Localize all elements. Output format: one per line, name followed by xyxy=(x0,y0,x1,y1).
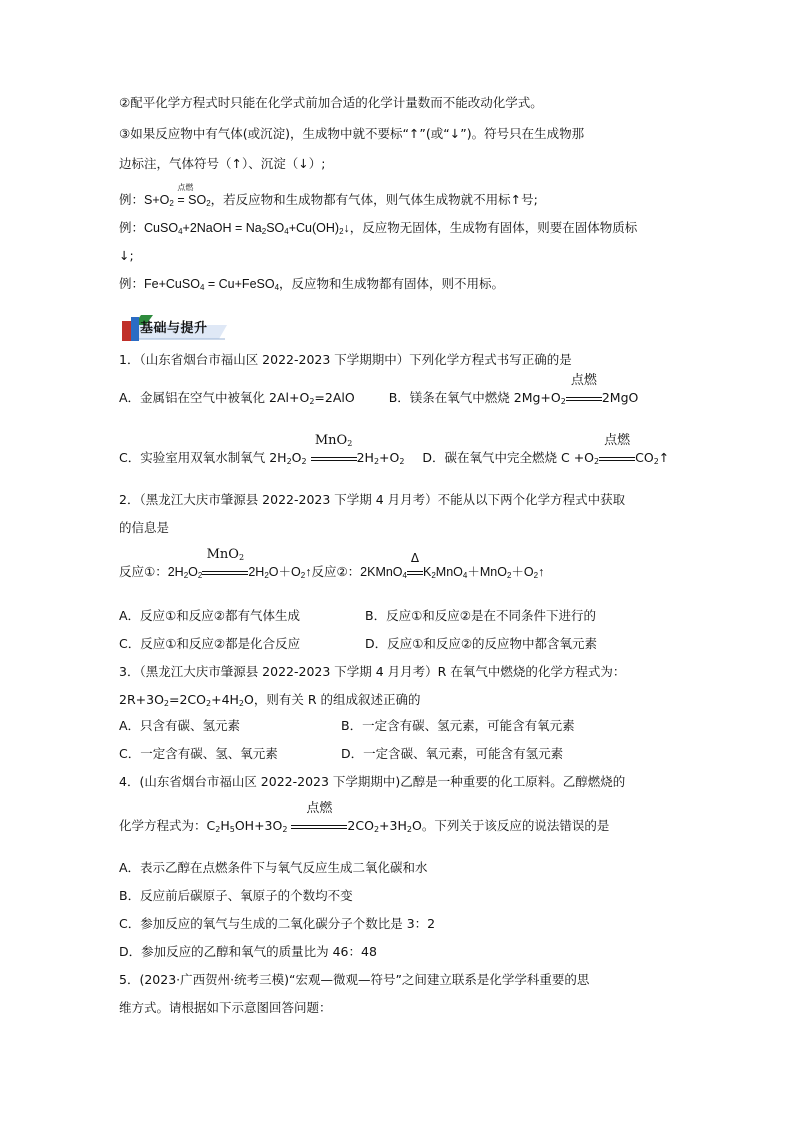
example-3-note: ，反应物和生成物都有固体，则不用标。 xyxy=(279,276,505,291)
example-3-prefix: 例： xyxy=(119,276,145,291)
example-1: 例：$S+O_2$ 点燃 = $SO_2$，若反应物和生成物都有气体，则气体生成物就不用标↑号; xyxy=(119,183,538,208)
q5-stem-2: 维方式。请根据如下示意图回答问题： xyxy=(119,1000,332,1015)
q2-options-cd xyxy=(119,636,597,652)
q3-options-cd xyxy=(119,746,563,762)
rule-3-line-2: 边标注，气体符号（↑）、沉淀（↓）; xyxy=(119,156,326,171)
condition-ignite: 点燃 xyxy=(291,818,347,834)
q2-stem-1: 2．（黑龙江大庆市肇源县 2022-2023 下学期 4 月月考）不能从以下两个化学方程式中获取 xyxy=(119,492,626,507)
q4-option-a: A．表示乙醇在点燃条件下与氧气反应生成二氧化碳和水 xyxy=(119,860,428,875)
q2-stem-2: 的信息是 xyxy=(119,520,170,535)
example-2: 例：CuSO$_4$+2NaOH = $Na_2SO_4+Cu(OH)_2↓$，反应物无固体，生成物有固体，则要在固体物质标 xyxy=(119,220,638,236)
q3-stem-2: $2R+3O_2=2CO_2+4H_2O$，则有关 R 的组成叙述正确的 xyxy=(119,692,421,708)
condition-ignite: 点燃 xyxy=(566,390,602,406)
reaction-1-label: 反应①： xyxy=(119,564,168,579)
q1-option-b: B．镁条在氧气中燃烧 $2Mg+O_2$ 点燃 2MgO xyxy=(388,373,639,406)
q3-option-b: B．一定含有碳、氢元素，可能含有氧元素 xyxy=(341,718,575,733)
q3-option-c: C．一定含有碳、氢、氧元素 xyxy=(119,746,278,761)
q1-options-ab xyxy=(119,373,639,406)
section-title: 基础与提升 xyxy=(140,321,208,336)
condition-catalyst: MnO$_2$ xyxy=(311,450,357,466)
q3-options-ab xyxy=(119,718,575,734)
rule-3-line-1: ③如果反应物中有气体(或沉淀)，生成物中就不要标“↑”(或“↓”)。符号只在生成物那 xyxy=(119,126,585,141)
q3-stem-1: 3．（黑龙江大庆市肇源县 2022-2023 下学期 4 月月考）R 在氧气中燃烧的化学方程式为： xyxy=(119,664,626,679)
example-2-line-2: ↓; xyxy=(119,248,134,263)
q1-options-cd xyxy=(119,433,670,466)
q2-options-ab xyxy=(119,608,596,624)
example-2-prefix: 例： xyxy=(119,220,145,235)
q1-option-d: D．碳在氧气中完全燃烧 $C +O_2$ 点燃 $CO_2↑$ xyxy=(422,433,670,466)
q4-stem-2: 化学方程式为：$C_2H_5OH+3O_2$ 点燃 $2CO_2+3H_2O$。下列关于该反应的说法错误的是 xyxy=(119,801,610,834)
example-2-note: ，反应物无固体，生成物有固体，则要在固体物质标 xyxy=(349,220,638,235)
q4-option-b: B．反应前后碳原子、氧原子的个数均不变 xyxy=(119,888,353,903)
condition-ignite: 点燃 xyxy=(599,450,635,466)
q5-stem-1: 5．(2023·广西贺州·统考三模)“宏观—微观—符号”之间建立联系是化学学科重要的思 xyxy=(119,972,590,987)
condition-heat: Δ xyxy=(407,564,423,580)
example-1-note: ，若反应物和生成物都有气体，则气体生成物就不用标↑号; xyxy=(210,192,538,207)
q3-option-a: A．只含有碳、氢元素 xyxy=(119,718,241,733)
q3-option-d: D．一定含碳、氧元素，可能含有氢元素 xyxy=(341,746,564,761)
q4-stem-1: 4．(山东省烟台市福山区 2022-2023 下学期期中)乙醇是一种重要的化工原料。乙醇燃烧的 xyxy=(119,774,626,789)
rule-2: ②配平化学方程式时只能在化学式前加合适的化学计量数而不能改动化学式。 xyxy=(119,95,543,110)
example-3: 例：Fe+CuSO$_4$ = Cu+FeSO$_4$，反应物和生成物都有固体，则不用标。 xyxy=(119,276,505,292)
q2-reactions: 反应①：$2H_2O_2$ MnO$_2$ $2H_2O+O_2↑$反应②：2KMnO$_4$ Δ $K_2MnO_4+MnO_2+O_2↑$ xyxy=(119,547,545,580)
example-1-prefix: 例： xyxy=(119,192,145,207)
condition-ignite: 点燃 = xyxy=(177,183,194,207)
q4-option-d: D．参加反应的乙醇和氧气的质量比为 46：48 xyxy=(119,944,377,959)
q2-option-d: D．反应①和反应②的反应物中都含氧元素 xyxy=(365,636,598,651)
q2-option-c: C．反应①和反应②都是化合反应 xyxy=(119,636,301,651)
condition-catalyst: MnO$_2$ xyxy=(202,564,248,580)
q2-option-a: A．反应①和反应②都有气体生成 xyxy=(119,608,300,623)
q4-option-c: C．参加反应的氧气与生成的二氧化碳分子个数比是 3：2 xyxy=(119,916,436,931)
q1-stem: 1．（山东省烟台市福山区 2022-2023 下学期期中）下列化学方程式书写正确的是 xyxy=(119,352,572,367)
q1-option-a: A．金属铝在空气中被氧化 $2Al+O_2=2AlO$ xyxy=(119,390,355,406)
q1-option-c: C．实验室用双氧水制氧气 $2H_2O_2$ MnO$_2$ $2H_2+O_2$ xyxy=(119,433,405,466)
reaction-2-label: 反应②： xyxy=(311,564,361,579)
q2-option-b: B．反应①和反应②是在不同条件下进行的 xyxy=(365,608,596,623)
